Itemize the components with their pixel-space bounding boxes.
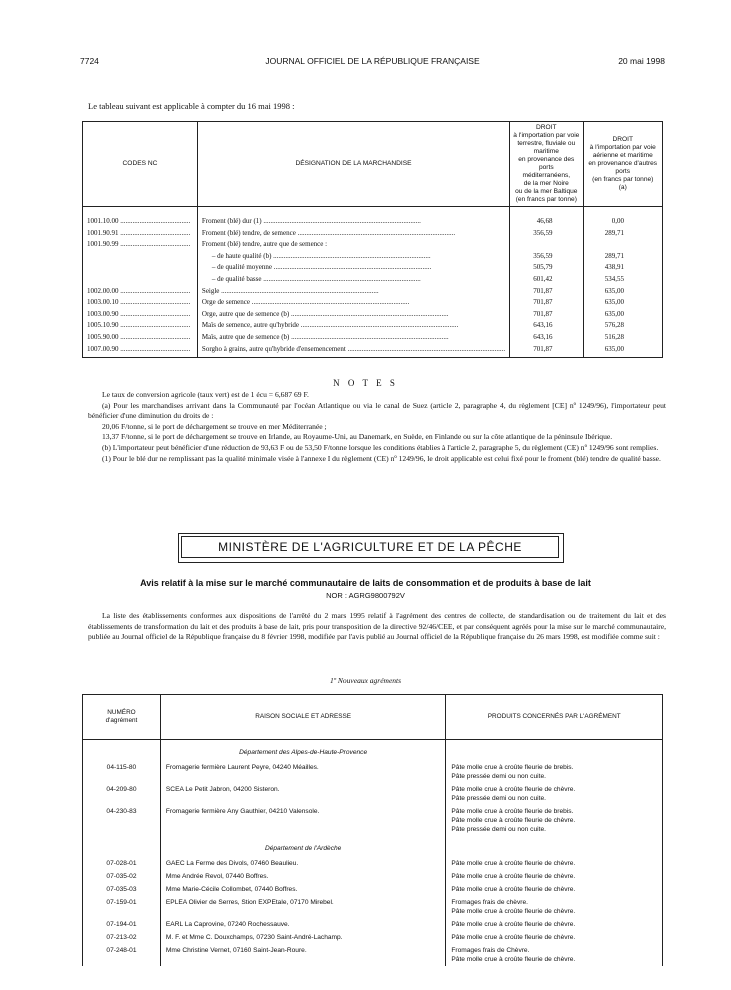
header-designation: DÉSIGNATION DE LA MARCHANDISE <box>197 122 509 207</box>
tariff-row <box>83 239 663 251</box>
code-cell <box>83 262 198 274</box>
tariff-row <box>83 274 663 286</box>
agrement-number: 07-159-01 <box>83 896 161 918</box>
department-row <box>83 836 663 857</box>
agrements-table <box>82 694 663 966</box>
produits-list <box>446 944 663 966</box>
droit-aerien-cell: 635,00 <box>583 344 663 358</box>
produit-item: Pâte molle crue à croûte fleurie de chèvre. <box>451 921 576 928</box>
droit-terrestre-cell <box>510 239 583 251</box>
agrement-number: 07-213-02 <box>83 931 161 944</box>
droit-terrestre-cell: 701,87 <box>510 286 583 298</box>
droit-terrestre-cell: 601,42 <box>510 274 583 286</box>
produit-item: Pâte molle crue à croûte fleurie de chèvre. <box>451 956 576 963</box>
droit-aerien-cell: 289,71 <box>583 228 663 240</box>
note-paragraph: 13,37 F/tonne, si le port de déchargement se trouve en Irlande, au Royaume-Uni, au Danemark, en Suède, en Finlande ou sur la côte atlantique de la péninsule Ibérique. <box>102 432 613 442</box>
produits-list <box>446 870 663 883</box>
produits-list <box>446 931 663 944</box>
avis-title: Avis relatif à la mise sur le marché communautaire de laits de consommation et de produits à base de lait <box>140 578 591 588</box>
produit-item: Fromages frais de Chèvre. <box>451 947 530 954</box>
tariff-table-body <box>83 207 663 358</box>
designation-cell: Orge de semence .......................................................................................... <box>197 297 509 309</box>
produits-list <box>446 783 663 805</box>
raison-sociale: Fromagerie fermière Laurent Peyre, 04240 Méailles. <box>160 761 445 783</box>
agrement-row <box>83 883 663 896</box>
note-paragraph: Le taux de conversion agricole (taux vert) est de 1 écu = 6,687 69 F. <box>102 390 309 399</box>
agrements-table-body <box>83 740 663 967</box>
page-header <box>80 56 665 68</box>
produit-item: Pâte pressée demi ou non cuite. <box>451 773 546 780</box>
agrement-number: 04-115-80 <box>83 761 161 783</box>
code-cell <box>83 274 198 286</box>
tariff-row <box>83 344 663 358</box>
agrement-row <box>83 761 663 783</box>
designation-cell: Orge, autre que de semence (b) .......................................................................................... <box>197 309 509 321</box>
tariff-row <box>83 286 663 298</box>
designation-cell: Maïs de semence, autre qu'hybride .......................................................................................... <box>197 320 509 332</box>
agrement-number: 07-035-03 <box>83 883 161 896</box>
header-droit-aerien: DROIT à l'importation par voie aérienne et maritime en provenance d'autres ports (en francs par tonne) (a) <box>583 122 663 207</box>
code-cell: 1005.10.90 ........................................ <box>83 320 198 332</box>
header-produits: PRODUITS CONCERNÉS PAR L'AGRÉMENT <box>446 695 663 740</box>
produits-list <box>446 761 663 783</box>
produits-list <box>446 805 663 836</box>
droit-terrestre-cell: 356,59 <box>510 228 583 240</box>
droit-aerien-cell: 635,00 <box>583 309 663 321</box>
department-heading: Département de l'Ardèche <box>160 836 445 857</box>
produits-list <box>446 883 663 896</box>
note-paragraph: (1) Pour le blé dur ne remplissant pas la qualité minimale visée à l'annexe I du règlement (CE) nº 1249/96, le droit applicable est celui fixé pour le froment (blé) tendre de qualité basse. <box>102 453 661 463</box>
droit-aerien-cell: 516,28 <box>583 332 663 344</box>
produit-item: Pâte molle crue à croûte fleurie de chèvre. <box>451 786 576 793</box>
tariff-row <box>83 309 663 321</box>
header-numero: NUMÉRO d'agrément <box>83 695 161 740</box>
droit-terrestre-cell: 701,87 <box>510 344 583 358</box>
raison-sociale: Fromagerie fermière Any Gauthier, 04210 Valensole. <box>160 805 445 836</box>
droit-terrestre-cell: 505,79 <box>510 262 583 274</box>
avis-paragraph: La liste des établissements conformes aux dispositions de l'arrêté du 2 mars 1995 relatif à l'agrément des centres de collecte, de standardisation ou de traitement du lait et des établissements de transformation du lait et des produits à base de lait, pris pour transposition de la directive 92/46/CEE, et par conséquent agréés pour la mise sur le marché communautaire, publiée au Journal officiel de la République française du 8 février 1998, modifiée par l'avis publié au Journal officiel de la République française du 26 mars 1998, est modifiée comme suit : <box>88 611 666 642</box>
raison-sociale: SCEA Le Petit Jabron, 04200 Sisteron. <box>160 783 445 805</box>
department-heading: Département des Alpes-de-Haute-Provence <box>160 740 445 762</box>
agrement-row <box>83 896 663 918</box>
note-paragraph: 20,06 F/tonne, si le port de déchargement se trouve en mer Méditerranée ; <box>102 421 327 431</box>
droit-aerien-cell <box>583 239 663 251</box>
subheading-nouveaux-agrements: 1º Nouveaux agréments <box>329 676 402 685</box>
designation-cell: Froment (blé) dur (1) .......................................................................................... <box>197 207 509 228</box>
agrement-row <box>83 805 663 836</box>
code-cell <box>83 251 198 263</box>
tariff-row <box>83 297 663 309</box>
note-paragraph: (a) Pour les marchandises arrivant dans la Communauté par l'océan Atlantique ou via le canal de Suez (article 2, paragraphe 4, du règlement [CE] nº 1249/96), l'importateur peut bénéficier d'une diminution du droits de : <box>88 400 666 421</box>
agrement-row <box>83 944 663 966</box>
department-row <box>83 740 663 762</box>
raison-sociale: Mme Christine Vernet, 07160 Saint-Jean-Roure. <box>160 944 445 966</box>
droit-aerien-cell: 0,00 <box>583 207 663 228</box>
raison-sociale: EARL La Caprovine, 07240 Rochessauve. <box>160 918 445 931</box>
agrement-row <box>83 931 663 944</box>
agrement-row <box>83 870 663 883</box>
code-cell: 1001.10.00 ........................................ <box>83 207 198 228</box>
droit-aerien-cell: 635,00 <box>583 286 663 298</box>
header-raison-sociale: RAISON SOCIALE ET ADRESSE <box>160 695 445 740</box>
ministry-heading: MINISTÈRE DE L'AGRICULTURE ET DE LA PÊCHE <box>181 536 559 558</box>
code-cell: 1003.00.90 ........................................ <box>83 309 198 321</box>
produit-item: Pâte molle crue à croûte fleurie de chèvre. <box>451 860 576 867</box>
agrement-number: 07-028-01 <box>83 857 161 870</box>
agrement-number: 04-209-80 <box>83 783 161 805</box>
notes-title: N O T E S <box>333 378 398 388</box>
code-cell: 1001.90.91 ........................................ <box>83 228 198 240</box>
tariff-row <box>83 251 663 263</box>
code-cell: 1002.00.00 ........................................ <box>83 286 198 298</box>
agrement-number: 07-035-02 <box>83 870 161 883</box>
designation-cell: – de qualité moyenne .......................................................................................... <box>197 262 509 274</box>
agrement-number: 04-230-83 <box>83 805 161 836</box>
intro-text: Le tableau suivant est applicable à compter du 16 mai 1998 : <box>88 101 295 111</box>
designation-cell: Maïs, autre que de semence (b) .......................................................................................... <box>197 332 509 344</box>
agrement-row <box>83 857 663 870</box>
raison-sociale: Mme Andrée Revol, 07440 Boffres. <box>160 870 445 883</box>
issue-date: 20 mai 1998 <box>618 56 665 66</box>
produits-list <box>446 896 663 918</box>
produit-item: Pâte molle crue à croûte fleurie de brebis. <box>451 808 574 815</box>
header-droit-terrestre: DROIT à l'importation par voie terrestre, fluviale ou maritime en provenance des ports méditerranéens, de la mer Noire ou de la mer Baltique (en francs par tonne) <box>510 122 583 207</box>
designation-cell: Froment (blé) tendre, de semence .......................................................................................... <box>197 228 509 240</box>
agrement-number: 07-194-01 <box>83 918 161 931</box>
designation-cell: Seigle .......................................................................................... <box>197 286 509 298</box>
tariff-row <box>83 228 663 240</box>
produit-item: Pâte molle crue à croûte fleurie de brebis. <box>451 764 574 771</box>
produit-item: Pâte molle crue à croûte fleurie de chèvre. <box>451 873 576 880</box>
produit-item: Pâte molle crue à croûte fleurie de chèvre. <box>451 886 576 893</box>
designation-cell: – de qualité basse .......................................................................................... <box>197 274 509 286</box>
designation-cell: Froment (blé) tendre, autre que de semence : <box>197 239 509 251</box>
raison-sociale: Mme Marie-Cécile Collombet, 07440 Boffres. <box>160 883 445 896</box>
produit-item: Fromages frais de chèvre. <box>451 899 528 906</box>
note-paragraph: (b) L'importateur peut bénéficier d'une réduction de 93,63 F ou de 53,50 F/tonne lorsque les conditions établies à l'article 2, paragraphe 5, du règlement (CE) nº 1249/96 sont remplies. <box>102 442 659 452</box>
droit-aerien-cell: 635,00 <box>583 297 663 309</box>
droit-aerien-cell: 576,28 <box>583 320 663 332</box>
agrement-row <box>83 918 663 931</box>
header-codes-nc: CODES NC <box>83 122 198 207</box>
produits-list <box>446 857 663 870</box>
notes-section <box>88 390 666 464</box>
code-cell: 1007.00.90 ........................................ <box>83 344 198 358</box>
produit-item: Pâte pressée demi ou non cuite. <box>451 826 546 833</box>
raison-sociale: GAEC La Ferme des Divols, 07460 Beaulieu. <box>160 857 445 870</box>
produit-item: Pâte molle crue à croûte fleurie de chèvre. <box>451 908 576 915</box>
droit-aerien-cell: 438,91 <box>583 262 663 274</box>
droit-terrestre-cell: 701,87 <box>510 309 583 321</box>
tariff-row <box>83 207 663 228</box>
designation-cell: Sorgho à grains, autre qu'hybride d'ensemencement .......................................................................................... <box>197 344 509 358</box>
raison-sociale: M. F. et Mme C. Douxchamps, 07230 Saint-André-Lachamp. <box>160 931 445 944</box>
produits-list <box>446 918 663 931</box>
code-cell: 1003.00.10 ........................................ <box>83 297 198 309</box>
produit-item: Pâte molle crue à croûte fleurie de chèvre. <box>451 934 576 941</box>
tariff-table <box>82 121 663 358</box>
code-cell: 1005.90.00 ........................................ <box>83 332 198 344</box>
code-cell: 1001.90.99 ........................................ <box>83 239 198 251</box>
droit-terrestre-cell: 46,68 <box>510 207 583 228</box>
droit-terrestre-cell: 356,59 <box>510 251 583 263</box>
tariff-row <box>83 320 663 332</box>
journal-title: JOURNAL OFFICIEL DE LA RÉPUBLIQUE FRANÇAISE <box>265 56 480 66</box>
agrement-row <box>83 783 663 805</box>
nor-reference: NOR : AGRG9800792V <box>326 591 405 600</box>
tariff-row <box>83 262 663 274</box>
droit-aerien-cell: 289,71 <box>583 251 663 263</box>
page-number: 7724 <box>80 56 99 66</box>
droit-terrestre-cell: 643,16 <box>510 320 583 332</box>
droit-aerien-cell: 534,55 <box>583 274 663 286</box>
tariff-row <box>83 332 663 344</box>
produit-item: Pâte pressée demi ou non cuite. <box>451 795 546 802</box>
designation-cell: – de haute qualité (b) .......................................................................................... <box>197 251 509 263</box>
agrement-number: 07-248-01 <box>83 944 161 966</box>
raison-sociale: EPLEA Olivier de Serres, Stion EXPEtale, 07170 Mirebel. <box>160 896 445 918</box>
droit-terrestre-cell: 701,87 <box>510 297 583 309</box>
produit-item: Pâte molle crue à croûte fleurie de chèvre. <box>451 817 576 824</box>
droit-terrestre-cell: 643,16 <box>510 332 583 344</box>
